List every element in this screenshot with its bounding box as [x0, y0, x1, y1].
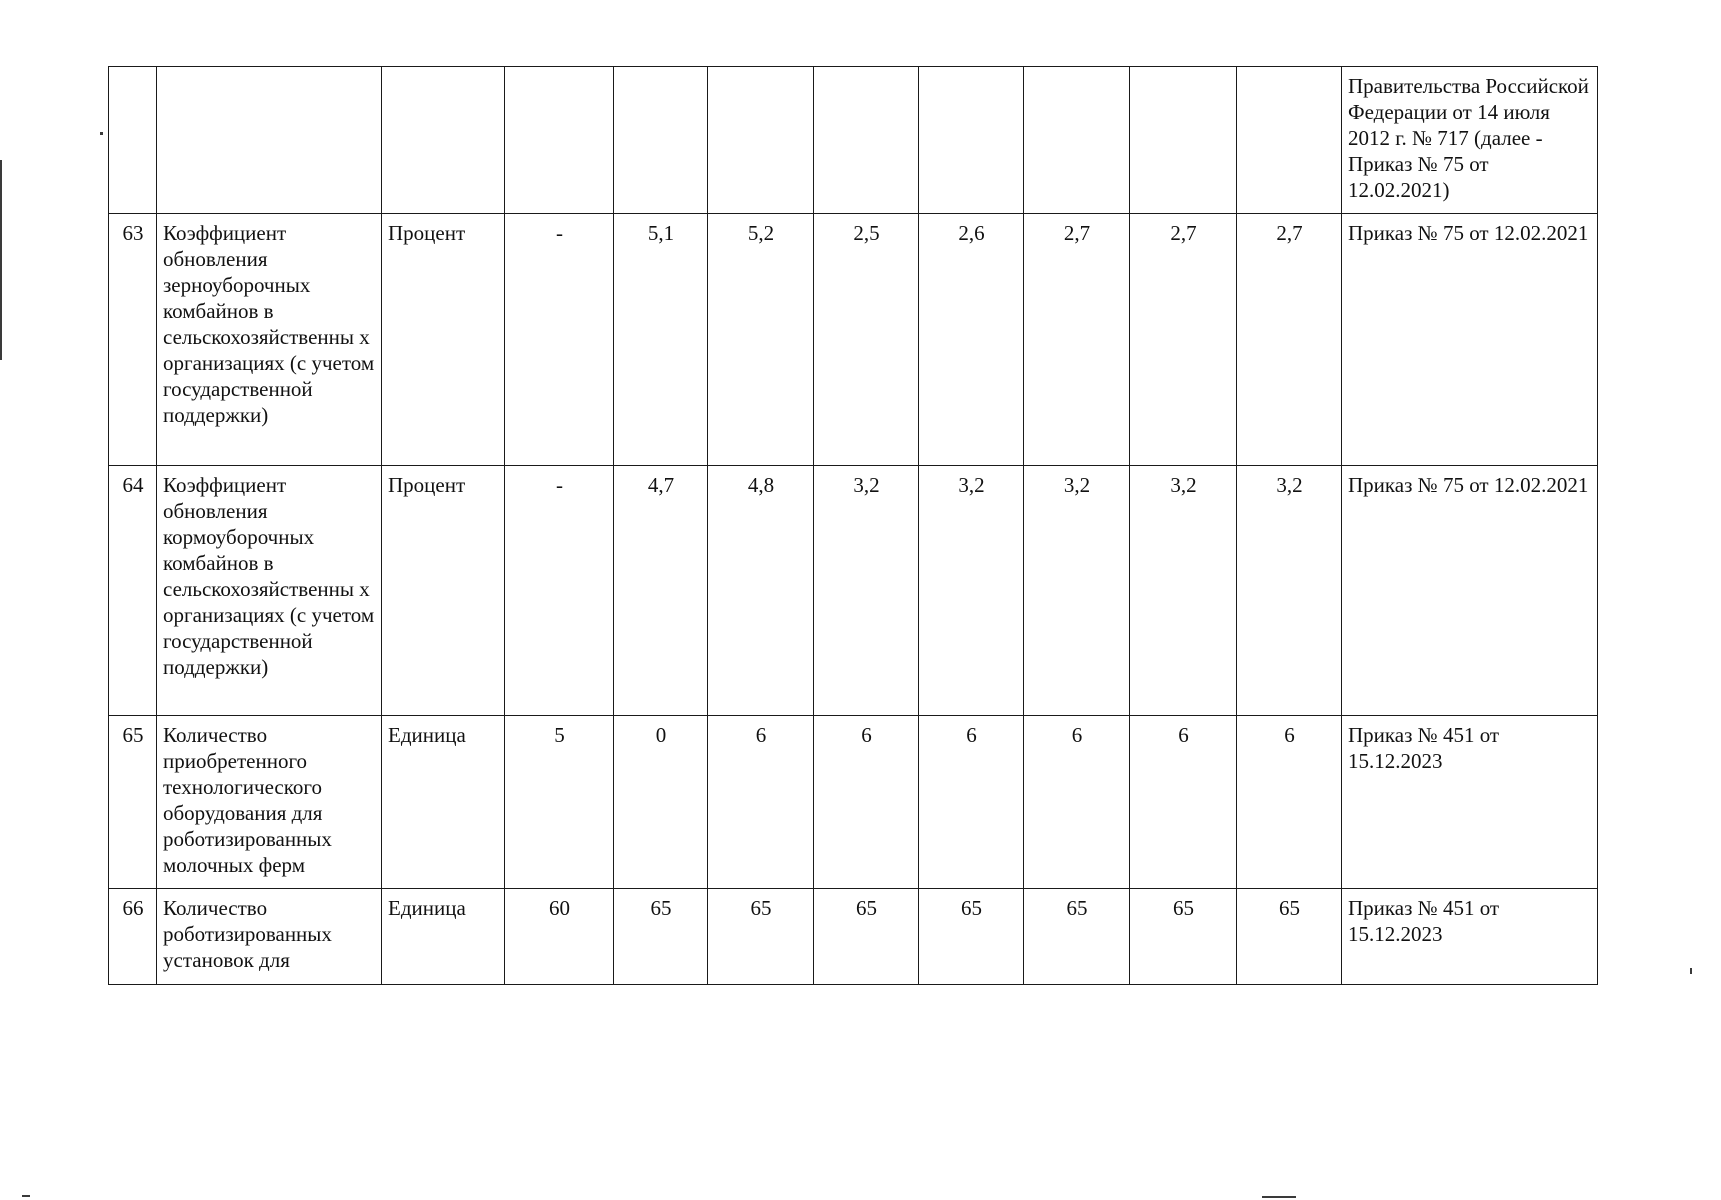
value-cell — [919, 67, 1024, 214]
row-number: 66 — [109, 889, 157, 985]
row-number: 64 — [109, 466, 157, 716]
value-cell — [614, 67, 708, 214]
value-cell: 65 — [814, 889, 919, 985]
value-cell: 2,6 — [919, 214, 1024, 466]
value-cell: - — [505, 466, 614, 716]
table-row — [109, 889, 1598, 985]
indicators-table — [108, 66, 1598, 985]
scan-dash — [22, 1195, 30, 1197]
table-row — [109, 716, 1598, 889]
table-row — [109, 214, 1598, 466]
value-cell — [708, 67, 814, 214]
basis-cell — [1342, 214, 1598, 466]
indicator-name: Коэффициент обновления кормоуборочных комбайнов в сельскохозяйственны х организациях (с учетом государственной поддержки) — [157, 466, 382, 716]
value-cell: 3,2 — [814, 466, 919, 716]
value-cell: 65 — [1237, 889, 1342, 985]
scan-dot — [1690, 968, 1692, 974]
basis-text: Приказ № 75 от 12.02.2021 — [1348, 473, 1589, 497]
value-cell: 5 — [505, 716, 614, 889]
basis-text: Приказ № 75 от 12.02.2021 — [1348, 221, 1589, 245]
scan-dot — [100, 132, 103, 135]
table-row — [109, 466, 1598, 716]
value-cell: 60 — [505, 889, 614, 985]
value-cell: 65 — [614, 889, 708, 985]
value-cell — [1237, 67, 1342, 214]
value-cell: 2,7 — [1024, 214, 1130, 466]
unit-cell — [382, 67, 505, 214]
value-cell: 65 — [1024, 889, 1130, 985]
unit-cell: Процент — [382, 214, 505, 466]
value-cell — [1130, 67, 1237, 214]
basis-text: Приказ № 451 от 15.12.2023 — [1348, 723, 1500, 773]
value-cell: - — [505, 214, 614, 466]
basis-text: Правительства Российской Федерации от 14 июля 2012 г. № 717 (далее - Приказ № 75 от 12.02.2021) — [1348, 74, 1589, 202]
value-cell: 65 — [708, 889, 814, 985]
indicator-name: Количество приобретенного технологического оборудования для роботизированных молочных ферм — [157, 716, 382, 889]
value-cell — [814, 67, 919, 214]
value-cell: 65 — [919, 889, 1024, 985]
basis-text: Приказ № 451 от 15.12.2023 — [1348, 896, 1500, 946]
value-cell: 6 — [919, 716, 1024, 889]
value-cell: 3,2 — [1237, 466, 1342, 716]
unit-cell: Процент — [382, 466, 505, 716]
basis-cell — [1342, 466, 1598, 716]
indicator-name: Количество роботизированных установок для — [157, 889, 382, 985]
basis-cell — [1342, 889, 1598, 985]
scan-edge-line — [0, 160, 2, 360]
value-cell: 65 — [1130, 889, 1237, 985]
value-cell: 2,5 — [814, 214, 919, 466]
value-cell: 3,2 — [1024, 466, 1130, 716]
indicator-name: Коэффициент обновления зерноуборочных комбайнов в сельскохозяйственны х организациях (с учетом государственной поддержки) — [157, 214, 382, 466]
table-row — [109, 67, 1598, 214]
unit-cell: Единица — [382, 716, 505, 889]
value-cell: 5,1 — [614, 214, 708, 466]
value-cell: 4,7 — [614, 466, 708, 716]
value-cell: 6 — [1024, 716, 1130, 889]
value-cell: 6 — [814, 716, 919, 889]
value-cell: 4,8 — [708, 466, 814, 716]
row-number — [109, 67, 157, 214]
indicator-name — [157, 67, 382, 214]
value-cell: 6 — [708, 716, 814, 889]
value-cell: 0 — [614, 716, 708, 889]
value-cell — [1024, 67, 1130, 214]
value-cell — [505, 67, 614, 214]
value-cell: 3,2 — [1130, 466, 1237, 716]
value-cell: 5,2 — [708, 214, 814, 466]
scan-dash — [1262, 1196, 1296, 1198]
basis-cell — [1342, 716, 1598, 889]
value-cell: 6 — [1237, 716, 1342, 889]
value-cell: 3,2 — [919, 466, 1024, 716]
value-cell: 6 — [1130, 716, 1237, 889]
basis-cell — [1342, 67, 1598, 214]
row-number: 63 — [109, 214, 157, 466]
value-cell: 2,7 — [1237, 214, 1342, 466]
value-cell: 2,7 — [1130, 214, 1237, 466]
unit-cell: Единица — [382, 889, 505, 985]
row-number: 65 — [109, 716, 157, 889]
